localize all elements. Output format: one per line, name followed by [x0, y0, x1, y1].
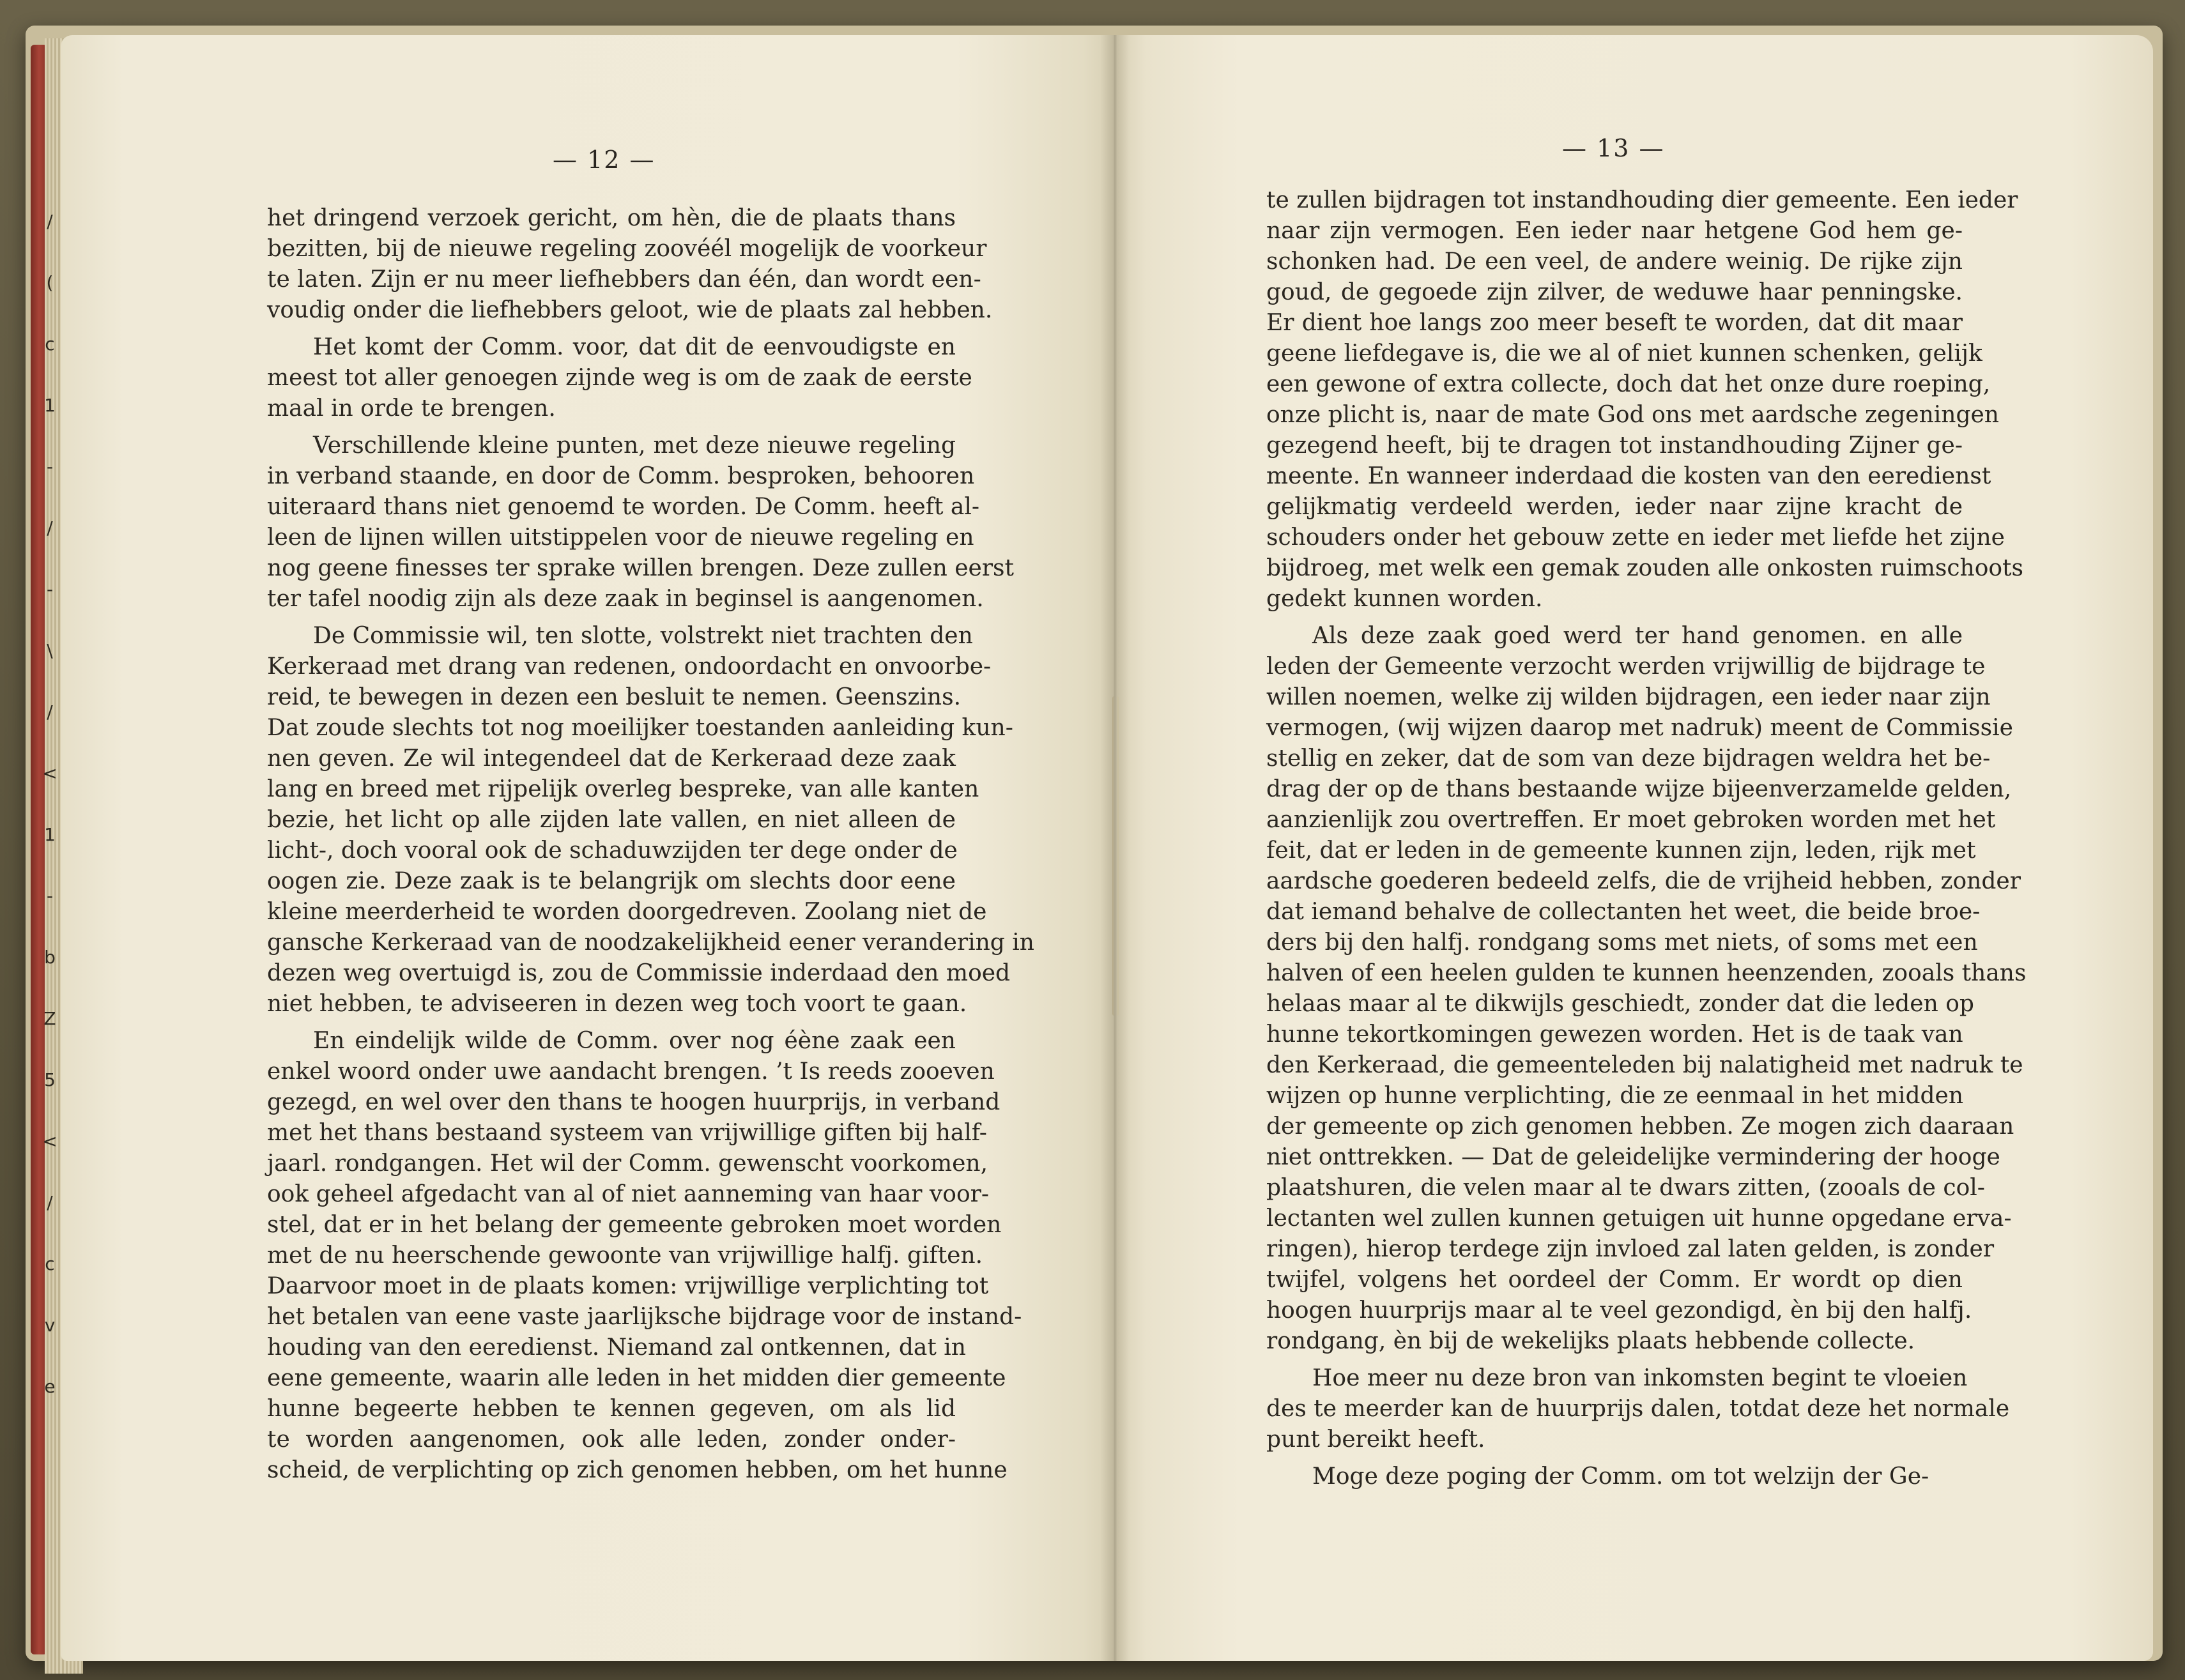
- text-line: plaatshuren, die velen maar al te dwars zitten, (zooals de col-: [1266, 1175, 1985, 1201]
- text-line: gedekt kunnen worden.: [1266, 586, 1543, 612]
- text-line: dat iemand behalve de collectanten het weet, die beide broe-: [1266, 899, 1981, 925]
- margin-mark: 1: [44, 824, 56, 845]
- text-line: enkel woord onder uwe aandacht brengen. ’t Is reeds zooeven: [267, 1058, 995, 1085]
- text-line: Dat zoude slechts tot nog moeilijker toestanden aanleiding kun-: [267, 715, 1013, 741]
- left-page-text: [267, 203, 1034, 1486]
- paragraph-gap: [267, 615, 956, 621]
- text-line: het betalen van eene vaste jaarlijksche bijdrage voor de instand-: [267, 1304, 1022, 1330]
- text-line: Het komt der Comm. voor, dat dit de eenvoudigste en: [313, 334, 956, 360]
- text-line: schouders onder het gebouw zette en ieder met liefde het zijne: [1266, 524, 2005, 551]
- text-line: meente. En wanneer inderdaad die kosten van den eeredienst: [1266, 463, 1991, 489]
- text-line: stel, dat er in het belang der gemeente gebroken moet worden: [267, 1212, 1002, 1238]
- text-line: gelijkmatig verdeeld werden, ieder naar zijne kracht de: [1266, 494, 1963, 520]
- text-line: den Kerkeraad, die gemeenteleden bij nalatigheid met nadruk te: [1266, 1052, 2023, 1078]
- margin-mark: 1: [44, 395, 56, 416]
- text-line: drag der op de thans bestaande wijze bijeenverzamelde gelden,: [1266, 776, 2012, 802]
- text-line: schonken had. De een veel, de andere weinig. De rijke zijn: [1266, 248, 1963, 275]
- text-line: voudig onder die liefhebbers geloot, wie de plaats zal hebben.: [267, 297, 993, 323]
- text-line: halven of een heelen gulden te kunnen heenzenden, zooals thans: [1266, 960, 2027, 986]
- margin-mark: c: [45, 1253, 55, 1274]
- margin-mark: /: [47, 1192, 53, 1213]
- text-line: helaas maar al te dikwijls geschiedt, zonder dat die leden op: [1266, 991, 1974, 1017]
- margin-mark: /: [47, 211, 53, 232]
- text-line: geene liefdegave is, die we al of niet kunnen schenken, gelijk: [1266, 340, 1982, 367]
- margin-mark: -: [46, 456, 54, 477]
- margin-marks: [42, 211, 57, 1456]
- paragraph: [267, 621, 1034, 1019]
- text-line: gezegend heeft, bij te dragen tot instandhouding Zijner ge-: [1266, 432, 1963, 459]
- text-line: Als deze zaak goed werd ter hand genomen. en alle: [1312, 623, 1963, 649]
- margin-mark: v: [44, 1315, 56, 1336]
- text-line: punt bereikt heeft.: [1266, 1426, 1485, 1453]
- text-line: jaarl. rondgangen. Het wil der Comm. gewenscht voorkomen,: [267, 1150, 988, 1177]
- text-line: willen noemen, welke zij wilden bijdragen, een ieder naar zijn: [1266, 684, 1991, 710]
- paragraph: [1266, 185, 2023, 615]
- text-line: leden der Gemeente verzocht werden vrijwillig de bijdrage te: [1266, 653, 1986, 680]
- text-line: ter tafel noodig zijn als deze zaak in beginsel is aangenomen.: [267, 586, 984, 612]
- text-line: feit, dat er leden in de gemeente kunnen zijn, leden, rijk met: [1266, 837, 1976, 864]
- paragraph: [1266, 1363, 2010, 1455]
- text-line: twijfel, volgens het oordeel der Comm. Er wordt op dien: [1266, 1267, 1963, 1293]
- text-line: het dringend verzoek gericht, om hèn, die de plaats thans: [267, 205, 956, 231]
- text-line: bezie, het licht op alle zijden late vallen, en niet alleen de: [267, 807, 956, 833]
- margin-mark: <: [42, 763, 57, 784]
- paragraph: [267, 1026, 1022, 1486]
- margin-mark: /: [47, 517, 53, 538]
- text-line: wijzen op hunne verplichting, die ze eenmaal in het midden: [1266, 1083, 1964, 1109]
- text-line: eene gemeente, waarin alle leden in het midden dier gemeente: [267, 1365, 1006, 1391]
- text-line: vermogen, (wij wijzen daarop met nadruk) meent de Commissie: [1266, 715, 2013, 741]
- paragraph-gap: [267, 424, 956, 431]
- margin-mark: (: [46, 272, 54, 293]
- margin-mark: 5: [44, 1069, 56, 1090]
- margin-mark: b: [44, 947, 56, 968]
- text-line: rondgang, èn bij de wekelijks plaats hebbende collecte.: [1266, 1328, 1915, 1354]
- text-line: reid, te bewegen in dezen een besluit te nemen. Geenszins.: [267, 684, 962, 710]
- text-line: leen de lijnen willen uitstippelen voor de nieuwe regeling en: [267, 524, 974, 551]
- text-line: bezitten, bij de nieuwe regeling zoovéél mogelijk de voorkeur: [267, 236, 987, 262]
- paragraph: [267, 332, 972, 424]
- text-line: Moge deze poging der Comm. om tot welzijn der Ge-: [1312, 1463, 1929, 1490]
- text-line: oogen zie. Deze zaak is te belangrijk om slechts door eene: [267, 868, 956, 894]
- text-line: kleine meerderheid te worden doorgedreven. Zoolang niet de: [267, 899, 987, 925]
- text-line: te laten. Zijn er nu meer liefhebbers dan één, dan wordt een-: [267, 266, 981, 293]
- text-line: met het thans bestaand systeem van vrijwillige giften bij half-: [267, 1120, 987, 1146]
- paragraph-gap: [267, 326, 956, 332]
- text-line: te worden aangenomen, ook alle leden, zonder onder-: [267, 1426, 956, 1453]
- text-line: Daarvoor moet in de plaats komen: vrijwillige verplichting tot: [267, 1273, 989, 1299]
- text-line: meest tot aller genoegen zijnde weg is om de zaak de eerste: [267, 365, 972, 391]
- margin-mark: \: [47, 640, 53, 661]
- text-line: aardsche goederen bedeeld zelfs, die de vrijheid hebben, zonder: [1266, 868, 2021, 894]
- text-line: in verband staande, en door de Comm. besproken, behooren: [267, 463, 975, 489]
- text-line: stellig en zeker, dat de som van deze bijdragen weldra het be-: [1266, 745, 1991, 772]
- text-line: lectanten wel zullen kunnen getuigen uit hunne opgedane erva-: [1266, 1205, 2012, 1232]
- text-line: niet onttrekken. — Dat de geleidelijke vermindering der hooge: [1266, 1144, 2000, 1170]
- text-line: ook geheel afgedacht van al of niet aanneming van haar voor-: [267, 1181, 989, 1207]
- text-line: houding van den eeredienst. Niemand zal ontkennen, dat in: [267, 1334, 966, 1361]
- text-line: goud, de gegoede zijn zilver, de weduwe haar penningske.: [1266, 279, 1963, 305]
- text-line: naar zijn vermogen. Een ieder naar hetgene God hem ge-: [1266, 218, 1963, 244]
- text-line: te zullen bijdragen tot instandhouding dier gemeente. Een ieder: [1266, 187, 2018, 213]
- text-line: dezen weg overtuigd is, zou de Commissie inderdaad den moed: [267, 960, 1011, 986]
- text-line: der gemeente op zich genomen hebben. Ze mogen zich daaraan: [1266, 1113, 2014, 1140]
- text-line: licht-, doch vooral ook de schaduwzijden ter dege onder de: [267, 837, 958, 864]
- paragraph-gap: [1266, 1455, 1963, 1462]
- text-line: nog geene finesses ter sprake willen brengen. Deze zullen eerst: [267, 555, 1014, 581]
- paragraph: [1266, 1462, 1963, 1492]
- margin-mark: <: [42, 1131, 57, 1152]
- binding-thread: [1112, 696, 1119, 1016]
- margin-mark: Z: [43, 1008, 56, 1029]
- text-line: Kerkeraad met drang van redenen, ondoordacht en onvoorbe-: [267, 653, 992, 680]
- text-line: des te meerder kan de huurprijs dalen, totdat deze het normale: [1266, 1396, 2010, 1422]
- page-number-left: — 12 —: [553, 146, 656, 174]
- margin-mark: /: [47, 701, 53, 722]
- text-line: Verschillende kleine punten, met deze nieuwe regeling: [313, 432, 956, 459]
- text-line: ringen), hierop terdege zijn invloed zal laten gelden, is zonder: [1266, 1236, 1995, 1262]
- text-line: aanzienlijk zou overtreffen. Er moet gebroken worden met het: [1266, 807, 1996, 833]
- text-line: De Commissie wil, ten slotte, volstrekt niet trachten den: [313, 623, 973, 649]
- paragraph-gap: [1266, 615, 1963, 621]
- text-line: gansche Kerkeraad van de noodzakelijkheid eener verandering in: [267, 929, 1034, 956]
- margin-mark: -: [46, 579, 54, 600]
- text-line: maal in orde te brengen.: [267, 395, 556, 422]
- text-line: Er dient hoe langs zoo meer beseft te worden, dat dit maar: [1266, 310, 1963, 336]
- text-line: hunne tekortkomingen gewezen worden. Het is de taak van: [1266, 1021, 1963, 1048]
- paragraph: [1266, 621, 2027, 1357]
- margin-mark: -: [46, 885, 54, 906]
- text-line: bijdroeg, met welk een gemak zouden alle onkosten ruimschoots: [1266, 555, 2023, 581]
- paragraph-gap: [1266, 1357, 1963, 1363]
- text-line: lang en breed met rijpelijk overleg bespreke, van alle kanten: [267, 776, 979, 802]
- paragraph-gap: [267, 1019, 956, 1026]
- right-page-text: [1266, 185, 2027, 1492]
- text-line: onze plicht is, naar de mate God ons met aardsche zegeningen: [1266, 402, 1999, 428]
- text-line: gezegd, en wel over den thans te hoogen huurprijs, in verband: [267, 1089, 1000, 1115]
- text-line: een gewone of extra collecte, doch dat het onze dure roeping,: [1266, 371, 1991, 397]
- page-number-right: — 13 —: [1562, 134, 1665, 162]
- margin-mark: c: [45, 333, 55, 355]
- text-line: met de nu heerschende gewoonte van vrijwillige halfj. giften.: [267, 1242, 983, 1269]
- margin-mark: e: [44, 1376, 56, 1397]
- text-line: nen geven. Ze wil integendeel dat de Kerkeraad deze zaak: [267, 745, 956, 772]
- text-line: uiteraard thans niet genoemd te worden. De Comm. heeft al-: [267, 494, 980, 520]
- text-line: hunne begeerte hebben te kennen gegeven, om als lid: [267, 1396, 956, 1422]
- text-line: scheid, de verplichting op zich genomen hebben, om het hunne: [267, 1457, 1008, 1483]
- text-line: hoogen huurprijs maar al te veel gezondigd, èn bij den halfj.: [1266, 1297, 1972, 1324]
- paragraph: [267, 431, 1014, 615]
- text-line: niet hebben, te adviseeren in dezen weg toch voort te gaan.: [267, 991, 967, 1017]
- text-line: Hoe meer nu deze bron van inkomsten begint te vloeien: [1312, 1365, 1968, 1391]
- text-line: ders bij den halfj. rondgang soms met niets, of soms met een: [1266, 929, 1978, 956]
- paragraph: [267, 203, 993, 326]
- text-line: En eindelijk wilde de Comm. over nog éène zaak een: [313, 1028, 956, 1054]
